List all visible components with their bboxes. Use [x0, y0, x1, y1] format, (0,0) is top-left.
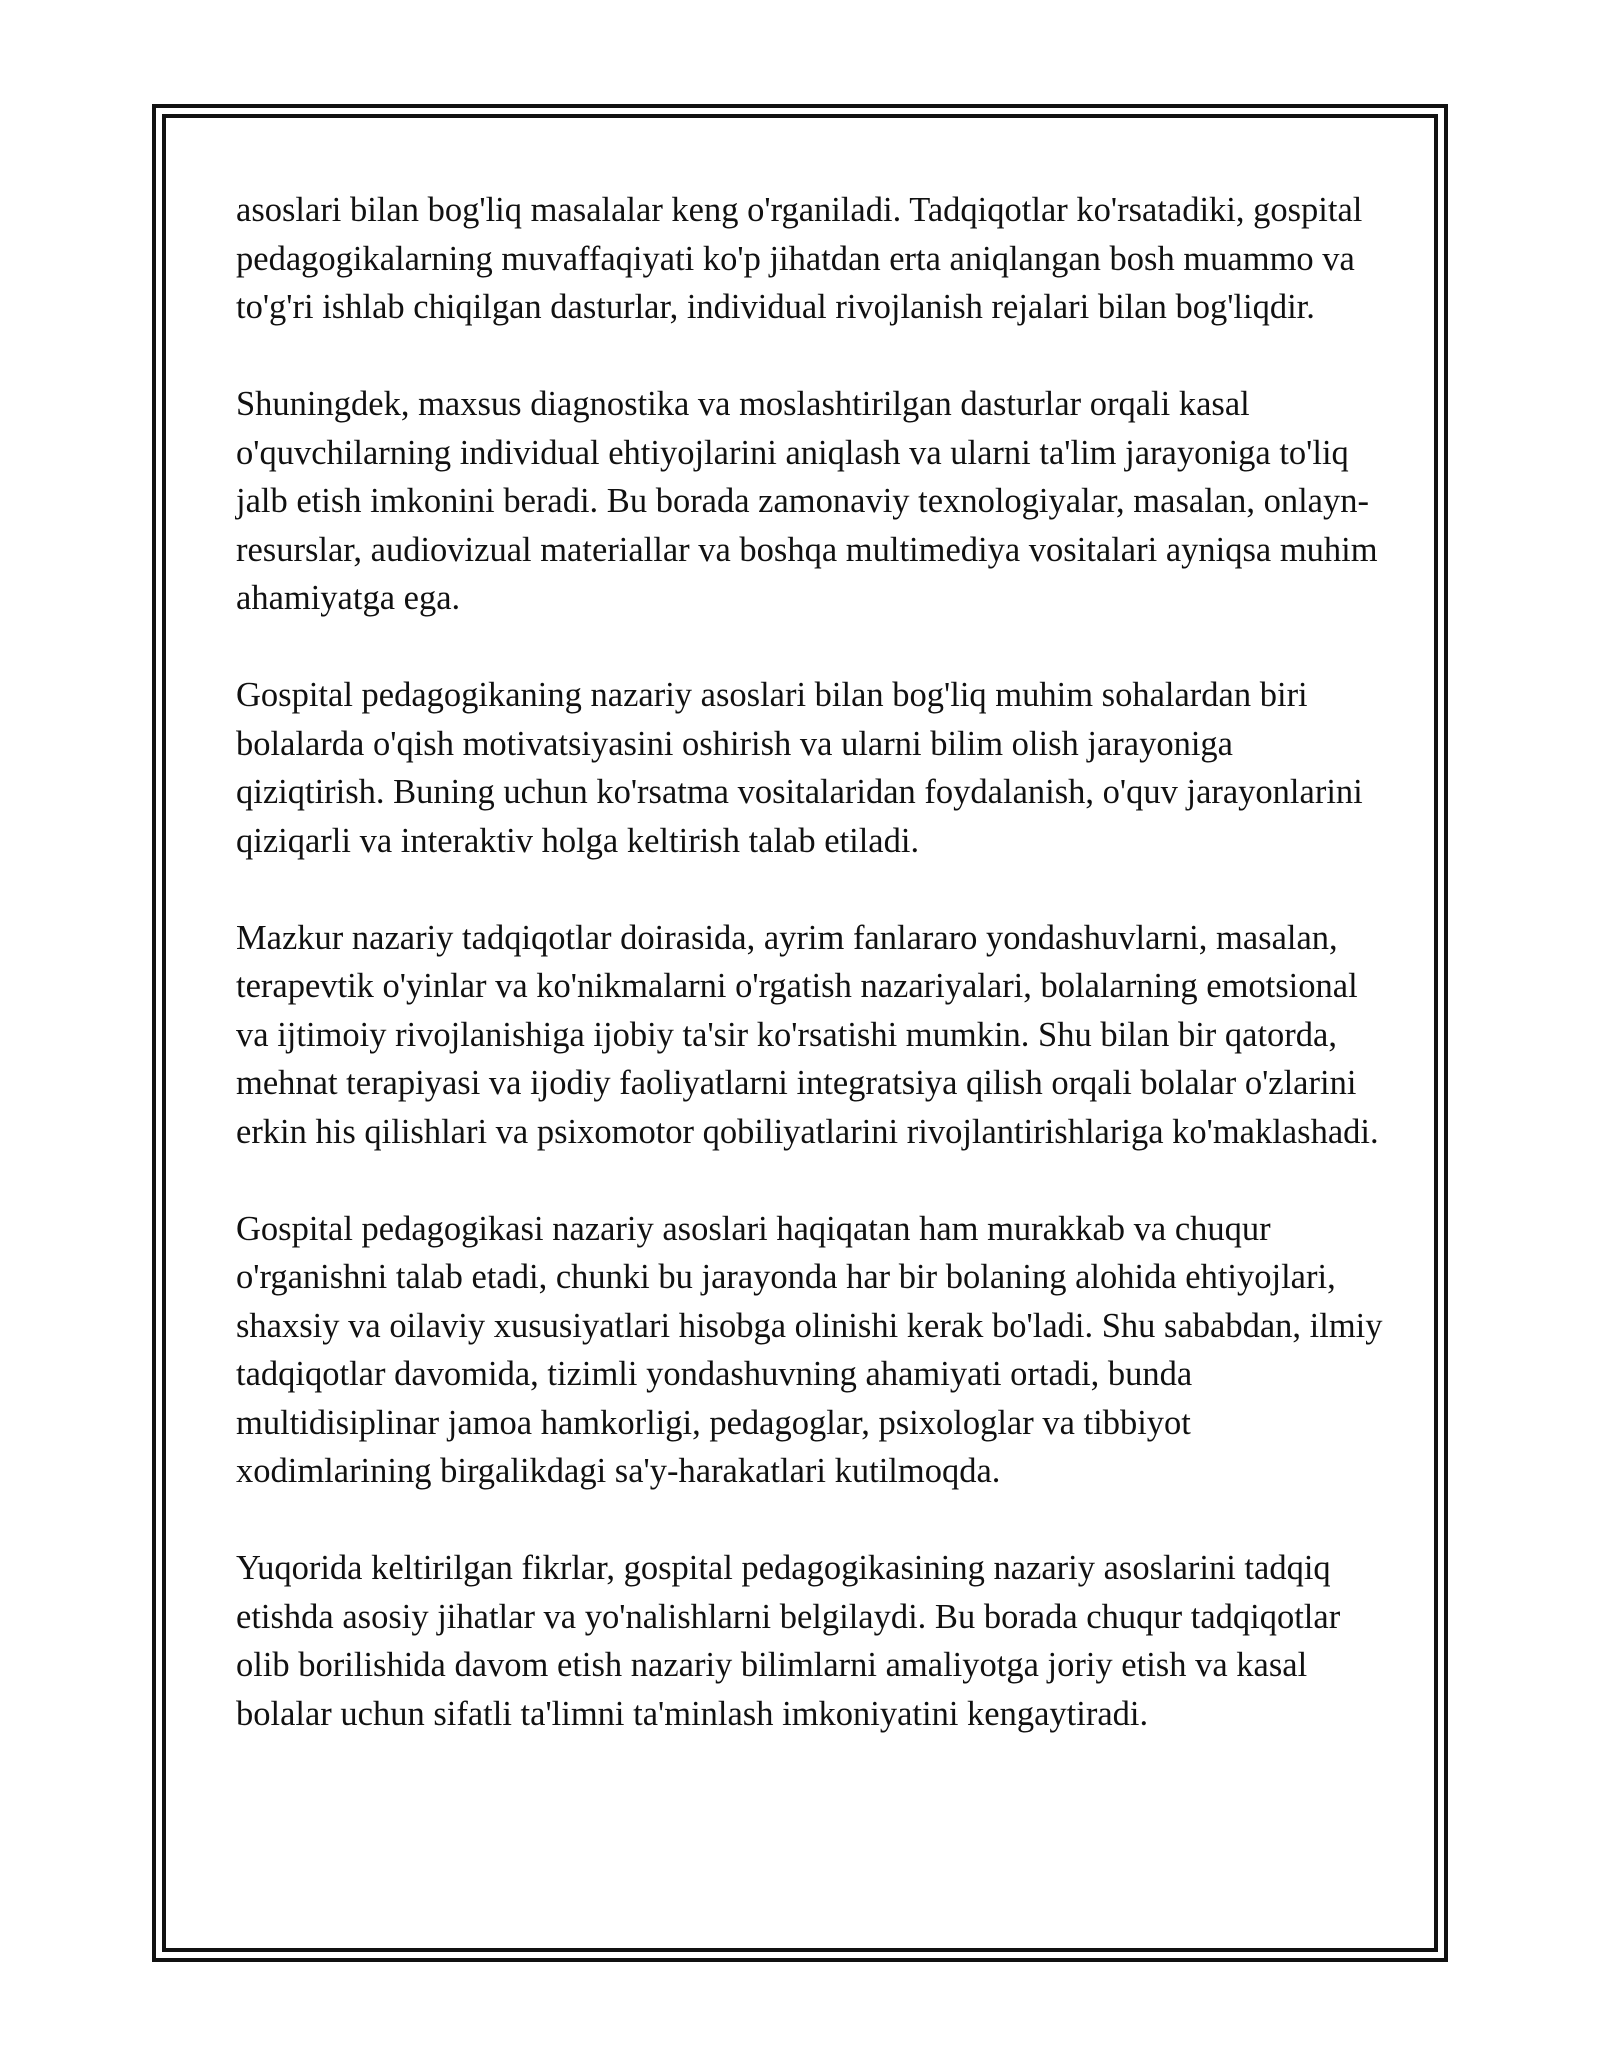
paragraph-4: Mazkur nazariy tadqiqotlar doirasida, ayrim fanlararo yondashuvlarni, masalan, terapevtik o'yinlar va ko'nikmalarni o'rgatish nazariyalari, bolalarning emotsional va ijtimoiy rivojlanishiga ijobiy ta'sir ko'rsatishi mumkin. Shu bilan bir qatorda, mehnat terapiyasi va ijodiy faoliyatlarni integratsiya qilish orqali bolalar o'zlarini erkin his qilishlari va psixomotor qobiliyatlarini rivojlantirishlariga ko'maklashadi.: [236, 918, 1379, 1151]
paragraph-1: asoslari bilan bog'liq masalalar keng o'rganiladi. Tadqiqotlar ko'rsatadiki, gospital pedagogikalarning muvaffaqiyati ko'p jihatdan erta aniqlangan bosh muammo va to'g'ri ishlab chiqilgan dasturlar, individual rivojlanish rejalari bilan bog'liqdir.: [236, 191, 1363, 326]
paragraph-6: Yuqorida keltirilgan fikrlar, gospital pedagogikasining nazariy asoslarini tadqiq etishda asosiy jihatlar va yo'nalishlarni belgilaydi. Bu borada chuqur tadqiqotlar olib borilishida davom etish nazariy bilimlarni amaliyotga joriy etish va kasal bolalar uchun sifatli ta'limni ta'minlash imkoniyatini kengaytiradi.: [236, 1549, 1341, 1733]
paragraph-2: Shuningdek, maxsus diagnostika va moslashtirilgan dasturlar orqali kasal o'quvchilarning individual ehtiyojlarini aniqlash va ularni ta'lim jarayoniga to'liq jalb etish imkonini beradi. Bu borada zamonaviy texnologiyalar, masalan, onlayn-resurslar, audiovizual materiallar va boshqa multimediya vositalari ayniqsa muhim ahamiyatga ega.: [236, 385, 1378, 617]
paragraph-3: Gospital pedagogikaning nazariy asoslari bilan bog'liq muhim sohalardan biri bolalarda o'qish motivatsiyasini oshirish va ularni bilim olish jarayoniga qiziqtirish. Buning uchun ko'rsatma vositalaridan foydalanish, o'quv jarayonlarini qiziqarli va interaktiv holga keltirish talab etiladi.: [236, 676, 1363, 860]
paragraph-5: Gospital pedagogikasi nazariy asoslari haqiqatan ham murakkab va chuqur o'rganishni talab etadi, chunki bu jarayonda har bir bolaning alohida ehtiyojlari, shaxsiy va oilaviy xususiyatlari hisobga olinishi kerak bo'ladi. Shu sababdan, ilmiy tadqiqotlar davomida, tizimli yondashuvning ahamiyati ortadi, bunda multidisiplinar jamoa hamkorligi, pedagoglar, psixologlar va tibbiyot xodimlarining birgalikdagi sa'y-harakatlari kutilmoqda.: [236, 1209, 1383, 1490]
document-body: [236, 186, 1386, 1738]
